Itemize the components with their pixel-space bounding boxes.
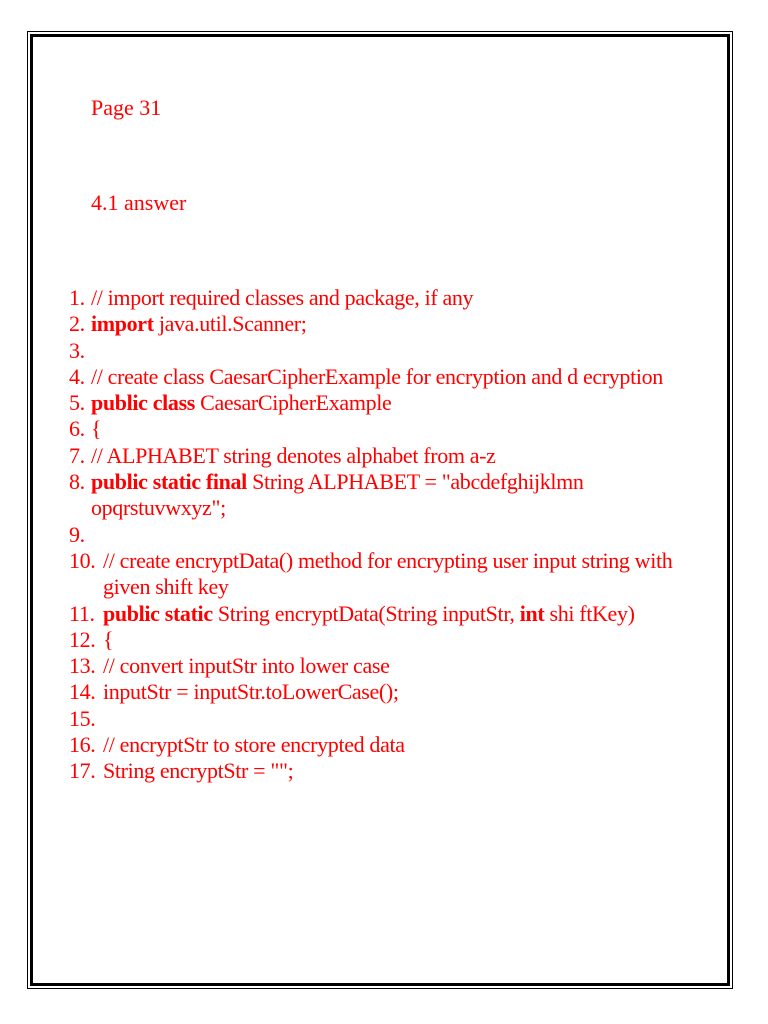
code-text (91, 443, 709, 469)
code-segment: { (103, 626, 114, 652)
section-label: 4.1 answer (91, 190, 187, 215)
code-line (69, 627, 709, 653)
line-number: 4. (69, 363, 85, 389)
keyword: int (519, 600, 545, 626)
line-number: 1. (69, 285, 85, 310)
keyword: import (91, 311, 154, 337)
code-line (69, 311, 709, 337)
document-content (33, 37, 727, 983)
code-line (69, 679, 709, 705)
line-number: 15. (69, 705, 96, 731)
code-text (103, 679, 709, 705)
code-text (103, 732, 709, 758)
code-segment: shi ftKey) (544, 600, 635, 626)
line-number: 2. (69, 311, 85, 337)
line-number: 10. (69, 547, 96, 573)
code-segment: // create class CaesarCipherExample for encryption and d ecryption (91, 363, 663, 389)
code-segment: // convert inputStr into lower case (103, 653, 390, 679)
code-line (69, 469, 709, 522)
code-line (69, 443, 709, 469)
code-text (103, 758, 709, 784)
code-line (69, 390, 709, 416)
code-segment: String encryptData(String inputStr, (212, 600, 520, 626)
code-line (69, 522, 709, 548)
code-line (69, 758, 709, 784)
code-segment: String ALPHABET = "abcdefghijklmn opqrstuvwxyz"; (91, 469, 584, 521)
keyword: public static final (91, 469, 247, 495)
code-text (91, 338, 709, 364)
line-number: 14. (69, 679, 96, 705)
line-number: 6. (69, 416, 85, 442)
code-line (69, 706, 709, 732)
line-number: 16. (69, 732, 96, 758)
code-text (91, 285, 709, 311)
code-line (69, 364, 709, 390)
line-number: 8. (69, 469, 85, 495)
line-number: 11. (69, 600, 95, 626)
code-segment: { (91, 416, 102, 442)
code-text (103, 601, 709, 627)
keyword: public static (103, 600, 213, 626)
line-number: 13. (69, 653, 96, 679)
line-number: 17. (69, 758, 96, 784)
code-line (69, 338, 709, 364)
code-line (69, 732, 709, 758)
code-line (69, 601, 709, 627)
code-segment: // ALPHABET string denotes alphabet from a-z (91, 442, 496, 468)
code-text (91, 469, 709, 522)
page-label: Page 31 (91, 95, 162, 120)
code-segment: String encryptStr = ""; (103, 758, 294, 784)
code-line (69, 416, 709, 442)
code-text (91, 416, 709, 442)
code-text (91, 522, 709, 548)
code-text (103, 653, 709, 679)
code-text (91, 390, 709, 416)
code-text (103, 706, 709, 732)
code-segment: java.util.Scanner; (153, 311, 307, 337)
code-listing (69, 285, 709, 785)
code-segment: CaesarCipherExample (195, 390, 392, 416)
code-text (103, 627, 709, 653)
code-line (69, 285, 709, 311)
code-line (69, 653, 709, 679)
line-number: 7. (69, 442, 85, 468)
code-text (91, 364, 709, 390)
code-text (103, 548, 709, 601)
code-segment: // import required classes and package, if any (91, 285, 474, 310)
code-segment: // create encryptData() method for encrypting user input string with given shift key (103, 547, 673, 600)
line-number: 9. (69, 521, 85, 547)
line-number: 3. (69, 337, 85, 363)
keyword: public class (91, 390, 195, 416)
code-line (69, 548, 709, 601)
code-segment: inputStr = inputStr.toLowerCase(); (103, 679, 399, 705)
code-segment: // encryptStr to store encrypted data (103, 732, 405, 758)
line-number: 12. (69, 626, 96, 652)
page-frame (30, 34, 730, 986)
line-number: 5. (69, 390, 85, 416)
code-text (91, 311, 709, 337)
